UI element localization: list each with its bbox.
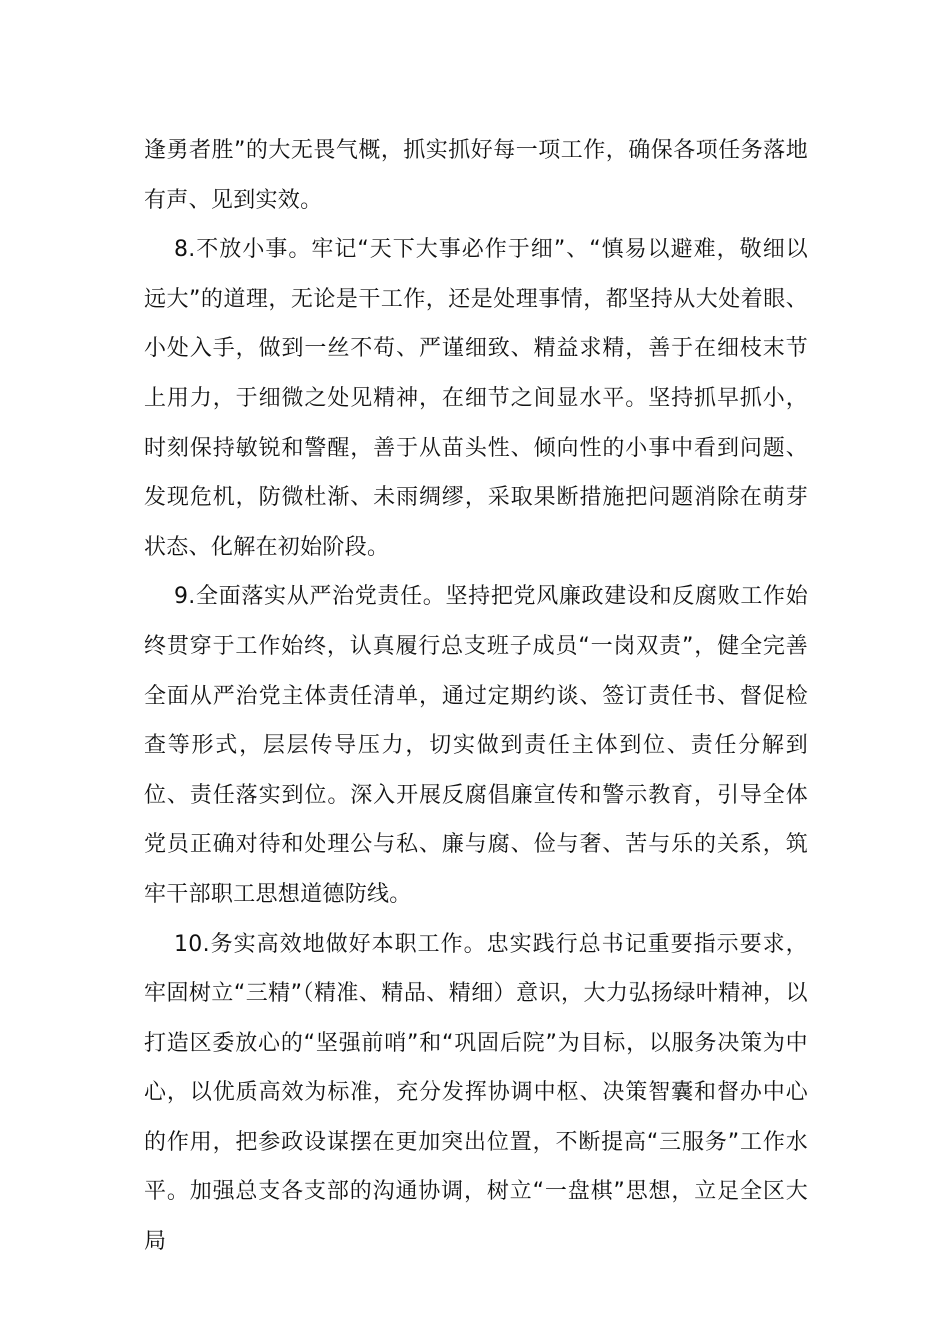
paragraph-item-8: 8.不放小事。牢记“天下大事必作于细”、“慎易以避难，敬细以远大”的道理，无论是干工作，还是处理事情，都坚持从大处着眼、小处入手，做到一丝不苟、严谨细致、精益求精，善于在细枝末节上用力，于细微之处见精神，在细节之间显水平。坚持抓早抓小，时刻保持敏锐和警醒，善于从苗头性、倾向性的小事中看到问题、发现危机，防微杜渐、未雨绸缪，采取果断措施把问题消除在萌芽状态、化解在初始阶段。 xyxy=(144,237,808,560)
document-body xyxy=(144,126,808,1267)
paragraph-item-10: 10.务实高效地做好本职工作。忠实践行总书记重要指示要求，牢固树立“三精”（精准、精品、精细）意识，大力弘扬绿叶精神，以打造区委放心的“坚强前哨”和“巩固后院”为目标，以服务决策为中心，以优质高效为标准，充分发挥协调中枢、决策智囊和督办中心的作用，把参政设谋摆在更加突出位置，不断提高“三服务”工作水平。加强总支各支部的沟通协调，树立“一盘棋”思想，立足全区大局 xyxy=(144,931,808,1255)
paragraph-continuation: 逢勇者胜”的大无畏气概，抓实抓好每一项工作，确保各项任务落地有声、见到实效。 xyxy=(144,138,808,213)
paragraph-item-9: 9.全面落实从严治党责任。坚持把党风廉政建设和反腐败工作始终贯穿于工作始终，认真履行总支班子成员“一岗双责”，健全完善全面从严治党主体责任清单，通过定期约谈、签订责任书、督促检查等形式，层层传导压力，切实做到责任主体到位、责任分解到位、责任落实到位。深入开展反腐倡廉宣传和警示教育，引导全体党员正确对待和处理公与私、廉与腐、俭与奢、苦与乐的关系，筑牢干部职工思想道德防线。 xyxy=(144,584,808,907)
